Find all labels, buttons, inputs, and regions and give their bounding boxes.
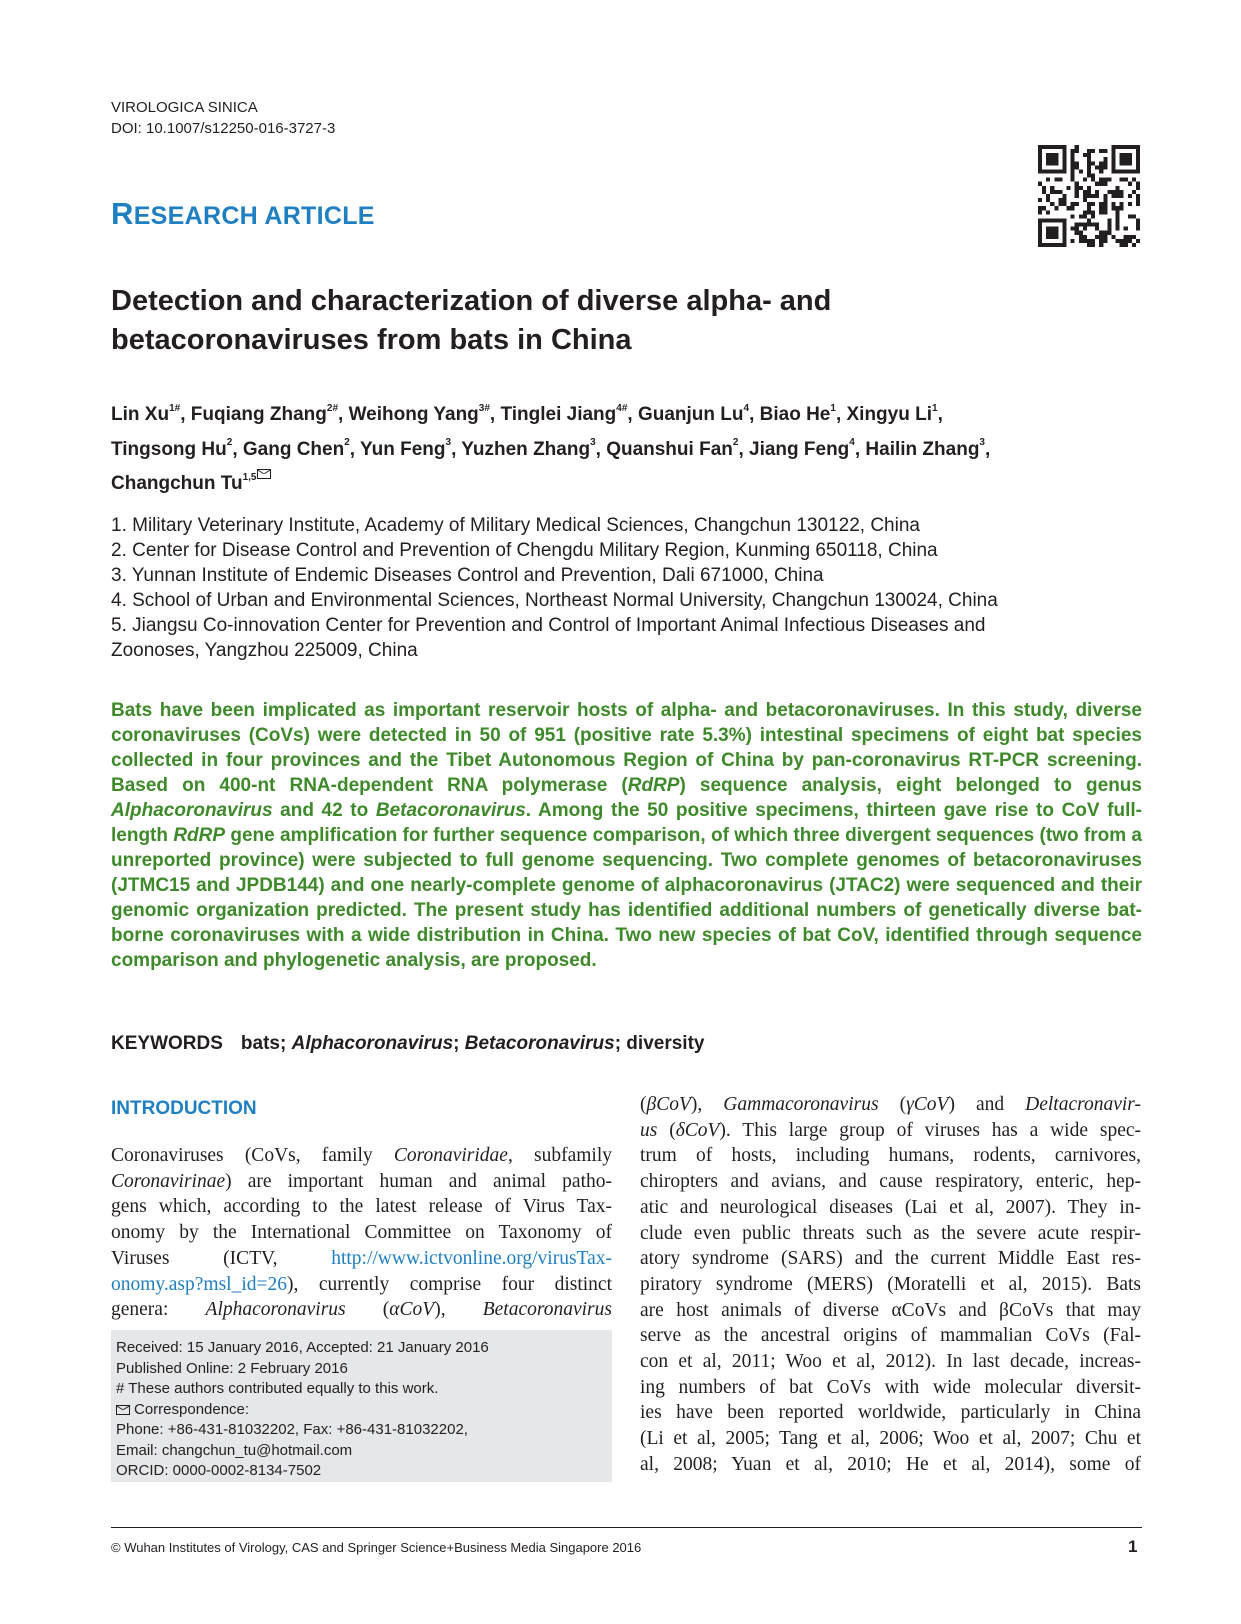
- affiliation: 3. Yunnan Institute of Endemic Diseases Control and Prevention, Dali 671000, China: [111, 565, 824, 586]
- author: Gang Chen$^2$,: [242, 437, 360, 460]
- section-heading: INTRODUCTION: [111, 1098, 257, 1119]
- text-line: (βCoV), Gammacoronavirus (γCoV) and Deltacronavir-: [640, 1094, 1141, 1115]
- text-line: ies have been reported worldwide, particularly in China: [640, 1402, 1141, 1424]
- author: Weihong Yang$^{3\#}$,: [348, 403, 501, 426]
- article-title: [111, 282, 1011, 360]
- affiliation-mark: 2: [344, 437, 350, 449]
- author: Tinglei Jiang$^{4\#}$,: [500, 403, 638, 426]
- text-line: onomy by the International Committee on Taxonomy of: [111, 1222, 612, 1244]
- title-line: betacoronaviruses from bats in China: [111, 324, 632, 356]
- affiliation: 4. School of Urban and Environmental Sciences, Northeast Normal University, Changchun 130024, China: [111, 590, 998, 611]
- author: Guanjun Lu$^4$,: [637, 403, 760, 426]
- text-line: clude even public threats such as the severe acute respir-: [640, 1222, 1141, 1244]
- text-line: al, 2008; Yuan et al, 2010; He et al, 2014), some of: [640, 1453, 1141, 1475]
- text-line: (Li et al, 2005; Tang et al, 2006; Woo et al, 2007; Chu et: [640, 1428, 1141, 1450]
- affiliation-mark: 4: [743, 403, 750, 414]
- text-line: Coronavirinae) are important human and animal patho-: [111, 1170, 612, 1192]
- text-line: con et al, 2011; Woo et al, 2012). In last decade, increas-: [640, 1351, 1141, 1373]
- author: Changchun Tu$^{1,5}$: [111, 473, 271, 494]
- equal-contribution-note: # These authors contributed equally to this work.: [116, 1380, 439, 1397]
- page-number: 1: [1128, 1537, 1138, 1556]
- phone-fax: Phone: +86-431-81032202, Fax: +86-431-81032202,: [116, 1421, 468, 1438]
- text-line: us (δCoV). This large group of viruses has a wide spec-: [640, 1119, 1141, 1141]
- author: Yun Feng$^3$,: [360, 437, 462, 460]
- text-line: Viruses (ICTV, http://www.ictvonline.org/virusTax-: [111, 1247, 612, 1269]
- text-line: Coronaviruses (CoVs, family Coronaviridae, subfamily: [111, 1145, 612, 1166]
- affiliation-mark: 3: [445, 437, 452, 449]
- text-line: serve as the ancestral origins of mammalian CoVs (Fal-: [640, 1325, 1141, 1347]
- author: Xingyu Li$^1$,: [846, 403, 943, 426]
- received-dates: Received: 15 January 2016, Accepted: 21 January 2016: [116, 1339, 489, 1356]
- affiliation-mark: 3: [979, 437, 985, 449]
- email: Email: changchun_tu@hotmail.com: [116, 1441, 353, 1459]
- author: Jiang Feng$^4$,: [749, 437, 866, 460]
- copyright: © Wuhan Institutes of Virology, CAS and Springer Science+Business Media Singapore 2016: [111, 1540, 642, 1555]
- orcid: ORCID: 0000-0002-8134-7502: [116, 1462, 322, 1479]
- ictv-link[interactable]: onomy.asp?msl_id=26: [111, 1273, 288, 1295]
- text-line: chiropters and avians, and cause respiratory, enteric, hep-: [640, 1171, 1141, 1193]
- footer-divider: [111, 1527, 1142, 1528]
- author: Quanshui Fan$^2$,: [606, 437, 749, 460]
- affiliation-mark: 2: [226, 437, 233, 449]
- ictv-link[interactable]: http://www.ictvonline.org/virusTax-: [331, 1247, 612, 1269]
- affiliation-mark: 1#: [169, 403, 181, 414]
- author: Tingsong Hu$^2$,: [111, 437, 243, 460]
- journal-name: VIROLOGICA SINICA: [111, 99, 258, 116]
- doi: DOI: 10.1007/s12250-016-3727-3: [111, 120, 336, 137]
- author: Lin $Xu^{1\#}$,: [111, 403, 191, 426]
- envelope-icon: [257, 469, 271, 479]
- text-line: ing numbers of bat CoVs with wide molecular diversit-: [640, 1376, 1141, 1398]
- affiliation: 2. Center for Disease Control and Prevention of Chengdu Military Region, Kunming 650118, China: [111, 540, 938, 561]
- author-list: [111, 396, 1121, 499]
- journal-header: [111, 97, 335, 139]
- intro-right-column: [640, 1092, 1141, 1478]
- correspondence-label: Correspondence:: [116, 1400, 612, 1421]
- affiliation: Zoonoses, Yangzhou 225009, China: [111, 640, 418, 661]
- published-date: Published Online: 2 February 2016: [116, 1359, 348, 1377]
- text-line: piratory syndrome (MERS) (Moratelli et al, 2015). Bats: [640, 1273, 1141, 1295]
- affiliation: 5. Jiangsu Co-innovation Center for Prevention and Control of Important Animal Infectious Diseases and: [111, 615, 986, 636]
- title-line: Detection and characterization of diverse alpha- and: [111, 285, 832, 317]
- text-line: onomy.asp?msl_id=26), currently comprise four distinct: [111, 1273, 612, 1295]
- affiliation-mark: 3: [590, 437, 596, 449]
- affiliation-mark: 1: [830, 403, 836, 414]
- keywords-label: KEYWORDS: [111, 1033, 223, 1054]
- affiliations: [111, 513, 1131, 663]
- intro-left-column: [111, 1143, 612, 1323]
- envelope-icon: [116, 1405, 130, 1415]
- affiliation-mark: 2#: [326, 403, 339, 414]
- qr-code-icon: [1038, 145, 1140, 247]
- abstract: Bats have been implicated as important reservoir hosts of alpha- and betacoronaviruses. In this study, diverse coronaviruses (CoVs) were detected in 50 of 951 (positive rate 5.3%) intestinal specimens of eight bat species collected in four provinces and the Tibet Autonomous Region of China by pan-coronavirus RT-PCR screening. Based on 400-nt RNA-dependent RNA polymerase (RdRP) sequence analysis, eight belonged to genus Alphacoronavirus and 42 to Betacoronavirus. Among the 50 positive specimens, thirteen gave rise to CoV full-length RdRP gene amplification for further sequence comparison, of which three divergent sequences (two from a unreported province) were subjected to full genome sequencing. Two complete genomes of betacoronaviruses (JTMC15 and JPDB144) and one nearly-complete genome of alphacoronavirus (JTAC2) were sequenced and their genomic organization predicted. The present study has identified additional numbers of genetically diverse bat-borne coronaviruses with a wide distribution in China. Two new species of bat CoV, identified through sequence comparison and phylogenetic analysis, are proposed.: [111, 700, 1142, 971]
- text-line: atic and neurological diseases (Lai et al, 2007). They in-: [640, 1196, 1141, 1218]
- author: Fuqiang Zhang$^{2\#}$,: [190, 403, 349, 426]
- affiliation: 1. Military Veterinary Institute, Academy of Military Medical Sciences, Changchun 130122, China: [111, 515, 920, 536]
- affiliation-mark: 1: [932, 403, 938, 414]
- author: Biao He$^1$,: [759, 403, 847, 426]
- article-type: RESEARCH ARTICLE: [111, 196, 375, 231]
- affiliation-mark: 4: [849, 437, 855, 449]
- received-box: [111, 1330, 612, 1482]
- text-line: gens which, according to the latest release of Virus Tax-: [111, 1196, 612, 1218]
- text-line: atory syndrome (SARS) and the current Middle East res-: [640, 1248, 1141, 1270]
- affiliation-mark: 2: [732, 437, 739, 449]
- text-line: genera: Alphacoronavirus (αCoV), Betacoronavirus: [111, 1299, 612, 1321]
- text-line: trum of hosts, including humans, rodents, carnivores,: [640, 1145, 1141, 1167]
- author: Hailin Zhang$^3$,: [865, 437, 991, 460]
- affiliation-mark: 3#: [478, 403, 490, 414]
- keywords: KEYWORDS bats; Alphacoronavirus; Betacoronavirus; diversity: [111, 1033, 705, 1054]
- author: Yuzhen Zhang$^3$,: [461, 437, 607, 460]
- affiliation-mark: 1,5: [242, 471, 257, 483]
- affiliation-mark: 4#: [616, 403, 628, 414]
- text-line: are host animals of diverse αCoVs and βCoVs that may: [640, 1299, 1141, 1321]
